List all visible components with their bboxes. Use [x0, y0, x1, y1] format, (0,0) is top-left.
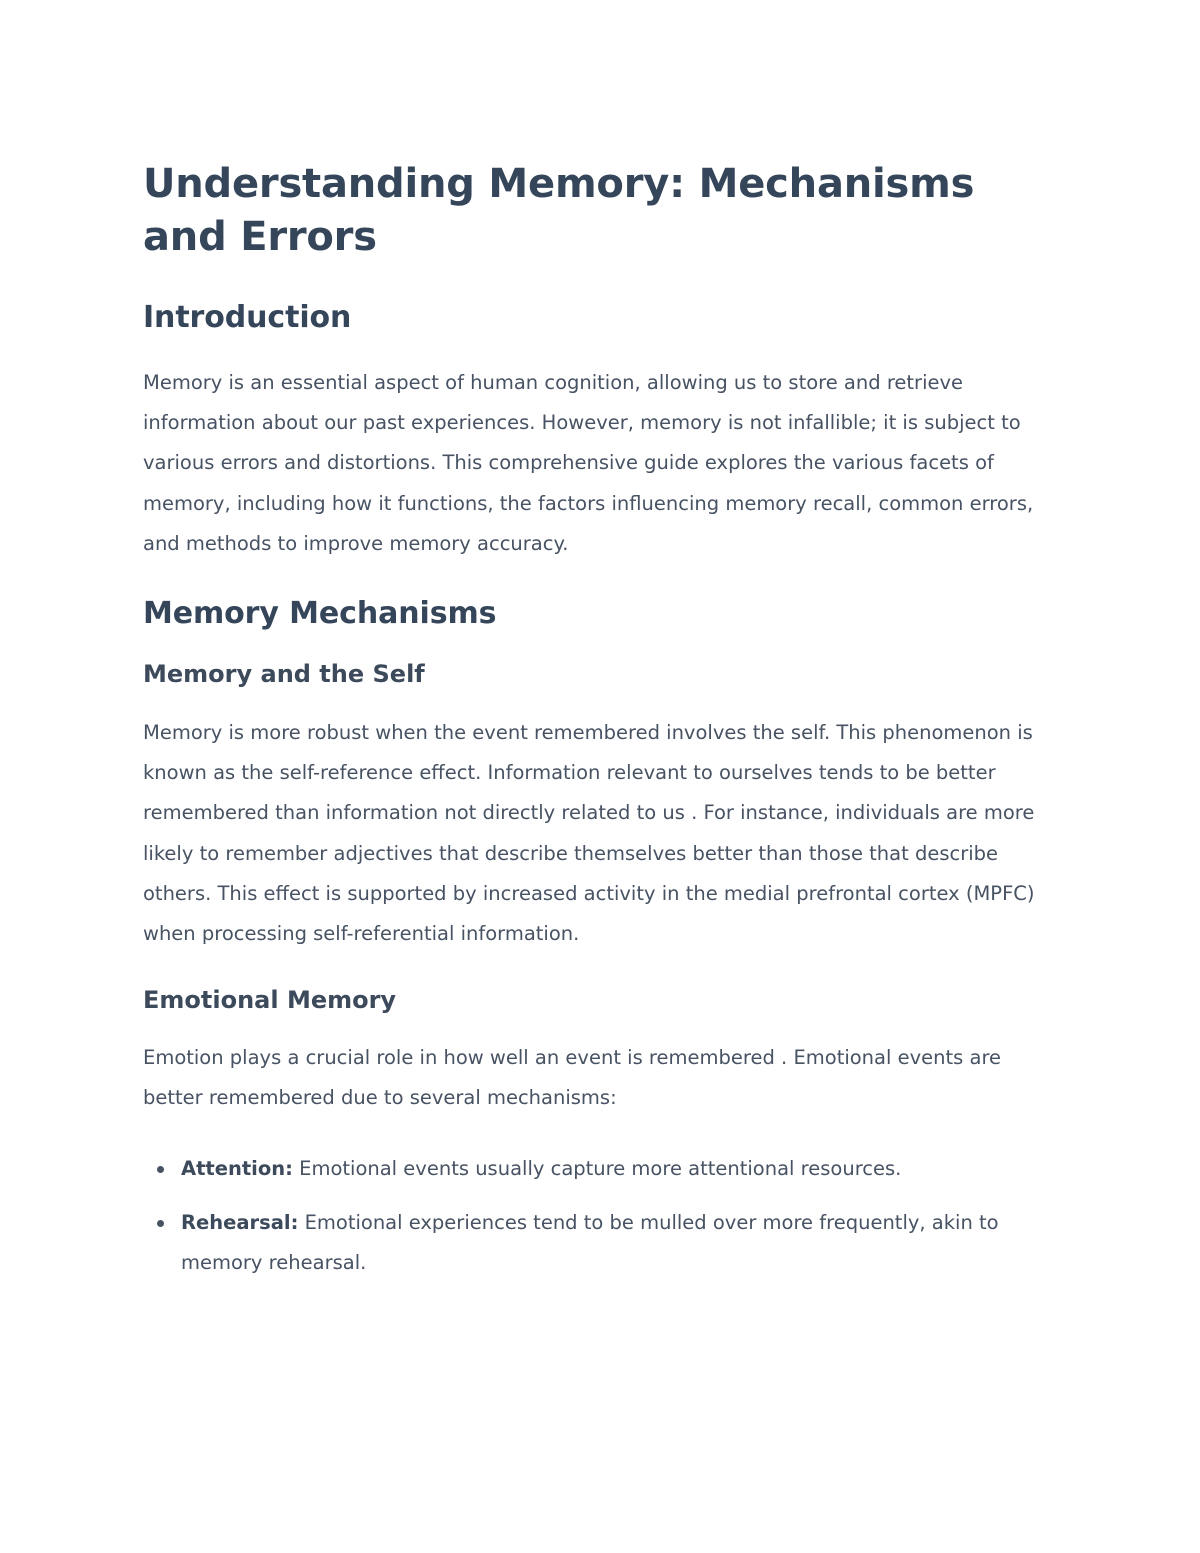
- page-title: Understanding Memory: Mechanisms and Errors: [143, 161, 975, 260]
- emotional-memory-bullet-list: [143, 1149, 1063, 1284]
- list-item: [175, 1203, 1063, 1284]
- list-item: [175, 1149, 1063, 1189]
- section-heading-memory-mechanisms: Memory Mechanisms: [143, 596, 497, 632]
- subsection-heading-emotional-memory: Emotional Memory: [143, 985, 397, 1014]
- section-heading-introduction: Introduction: [143, 299, 352, 335]
- list-item-label: Attention:: [181, 1156, 293, 1180]
- paragraph-memory-and-the-self: Memory is more robust when the event remembered involves the self. This phenomenon is known as the self-reference effect. Information relevant to ourselves tends to be better remembered than information not directly related to us . For instance, individuals are more likely to remember adjectives that describe themselves better than those that describe others. This effect is supported by increased activity in the medial prefrontal cortex (MPFC) when processing self-referential information.: [143, 720, 1035, 946]
- list-item-text: Emotional events usually capture more attentional resources.: [292, 1156, 902, 1180]
- paragraph-emotional-memory: Emotion plays a crucial role in how well an event is remembered . Emotional events are better remembered due to several mechanisms:: [143, 1045, 1002, 1110]
- document-body: [143, 158, 1063, 1298]
- list-item-text: Emotional experiences tend to be mulled over more frequently, akin to memory rehearsal.: [181, 1211, 999, 1275]
- paragraph-introduction: Memory is an essential aspect of human cognition, allowing us to store and retrieve information about our past experiences. However, memory is not infallible; it is subject to various errors and distortions. This comprehensive guide explores the various facets of memory, including how it functions, the factors influencing memory recall, common errors, and methods to improve memory accuracy.: [143, 370, 1034, 556]
- list-item-label: Rehearsal:: [181, 1211, 299, 1234]
- subsection-heading-memory-and-the-self: Memory and the Self: [143, 660, 425, 689]
